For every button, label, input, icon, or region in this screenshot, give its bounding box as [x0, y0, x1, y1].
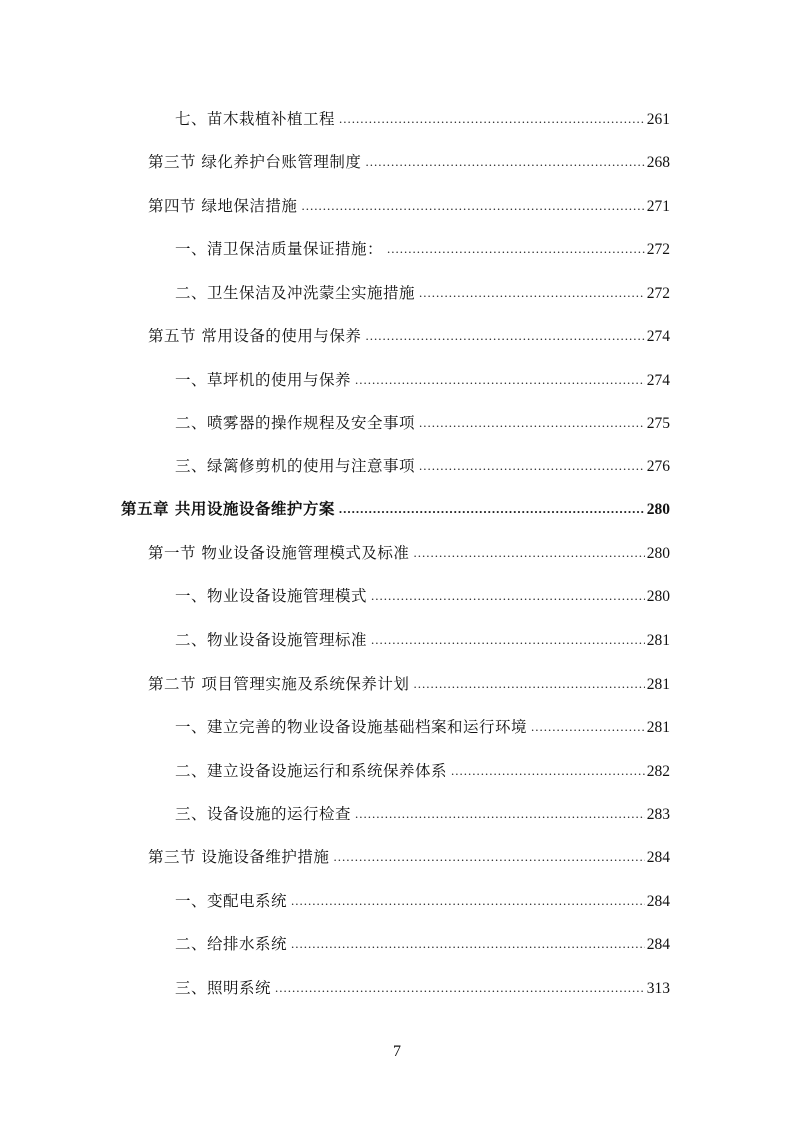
toc-entry-page: 284: [646, 936, 670, 953]
toc-leader-dots: [301, 195, 644, 217]
toc-entry-title: 第四节 绿地保洁措施: [148, 197, 298, 215]
toc-entry-title: 三、设备设施的运行检查: [175, 805, 352, 823]
toc-entry-title: 第二节 项目管理实施及系统保养计划: [148, 675, 410, 693]
toc-entry[interactable]: [175, 890, 670, 912]
toc-entry[interactable]: [175, 455, 670, 477]
toc-entry-title: 二、喷雾器的操作规程及安全事项: [175, 414, 416, 432]
toc-entry-title: 第五章 共用设施设备维护方案: [121, 499, 335, 518]
toc-leader-dots: [419, 455, 645, 477]
toc-leader-dots: [339, 108, 645, 130]
toc-entry[interactable]: [175, 933, 670, 955]
toc-entry-page: 281: [646, 719, 670, 736]
toc-entry[interactable]: [148, 195, 670, 217]
toc-entry-page: 275: [646, 415, 670, 432]
toc-entry[interactable]: [175, 238, 670, 260]
toc-entry-page: 284: [646, 849, 670, 866]
toc-leader-dots: [355, 369, 645, 391]
toc-leader-dots: [355, 803, 645, 825]
toc-entry[interactable]: [148, 151, 670, 173]
toc-entry[interactable]: [175, 760, 670, 782]
toc-entry-page: 284: [646, 893, 670, 910]
toc-chapter-entry[interactable]: [121, 498, 670, 520]
toc-entry-page: 276: [646, 458, 670, 475]
toc-entry[interactable]: [175, 977, 670, 999]
toc-entry-page: 271: [646, 198, 670, 215]
toc-entry[interactable]: [148, 673, 670, 695]
toc-entry-title: 第三节 设施设备维护措施: [148, 848, 330, 866]
toc-entry-title: 第一节 物业设备设施管理模式及标准: [148, 544, 410, 562]
toc-entry-page: 283: [646, 806, 670, 823]
toc-leader-dots: [333, 846, 644, 868]
toc-leader-dots: [365, 325, 644, 347]
toc-leader-dots: [339, 498, 645, 520]
toc-entry-page: 274: [646, 372, 670, 389]
toc-entry-page: 268: [646, 154, 670, 171]
toc-entry-title: 一、建立完善的物业设备设施基础档案和运行环境: [175, 718, 528, 736]
toc-entry-title: 一、草坪机的使用与保养: [175, 371, 352, 389]
toc-entry-page: 280: [646, 545, 670, 562]
toc-entry-page: 261: [646, 111, 670, 128]
toc-leader-dots: [365, 151, 644, 173]
toc-leader-dots: [275, 977, 645, 999]
toc-entry-title: 七、苗木栽植补植工程: [175, 110, 336, 128]
toc-entry-page: 280: [646, 588, 670, 605]
toc-entry[interactable]: [148, 846, 670, 868]
toc-entry-page: 280: [646, 501, 670, 518]
toc-entry-title: 二、卫生保洁及冲洗蒙尘实施措施: [175, 284, 416, 302]
toc-entry-title: 第五节 常用设备的使用与保养: [148, 327, 362, 345]
toc-leader-dots: [413, 542, 644, 564]
toc-entry-page: 272: [646, 241, 670, 258]
toc-entry-page: 282: [646, 763, 670, 780]
toc-leader-dots: [371, 585, 645, 607]
toc-entry[interactable]: [175, 108, 670, 130]
toc-entry[interactable]: [175, 412, 670, 434]
toc-leader-dots: [371, 629, 645, 651]
toc-entry-title: 二、给排水系统: [175, 935, 288, 953]
toc-entry[interactable]: [175, 282, 670, 304]
toc-entry-title: 二、建立设备设施运行和系统保养体系: [175, 762, 448, 780]
toc-entry-page: 272: [646, 285, 670, 302]
toc-entry-title: 一、变配电系统: [175, 892, 288, 910]
toc-leader-dots: [387, 238, 645, 260]
toc-entry-title: 二、物业设备设施管理标准: [175, 631, 368, 649]
toc-entry-page: 281: [646, 676, 670, 693]
toc-entry-title: 一、清卫保洁质量保证措施：: [175, 240, 384, 258]
toc-leader-dots: [419, 282, 645, 304]
toc-entry-page: 313: [646, 980, 670, 997]
toc-entry[interactable]: [175, 369, 670, 391]
toc-leader-dots: [419, 412, 645, 434]
toc-entry[interactable]: [175, 629, 670, 651]
page-number: 7: [393, 1043, 401, 1060]
toc-entry-page: 281: [646, 632, 670, 649]
toc-entry-title: 三、绿篱修剪机的使用与注意事项: [175, 457, 416, 475]
toc-entry[interactable]: [175, 585, 670, 607]
toc-entry-title: 第三节 绿化养护台账管理制度: [148, 153, 362, 171]
toc-entry-page: 274: [646, 328, 670, 345]
toc-entry-title: 一、物业设备设施管理模式: [175, 587, 368, 605]
toc-leader-dots: [531, 716, 645, 738]
toc-entry[interactable]: [175, 716, 670, 738]
toc-entry[interactable]: [175, 803, 670, 825]
toc-leader-dots: [291, 933, 645, 955]
toc-entry[interactable]: [148, 325, 670, 347]
toc-entry[interactable]: [148, 542, 670, 564]
toc-entry-title: 三、照明系统: [175, 979, 272, 997]
toc-leader-dots: [451, 760, 645, 782]
toc-leader-dots: [291, 890, 645, 912]
toc-leader-dots: [413, 673, 644, 695]
